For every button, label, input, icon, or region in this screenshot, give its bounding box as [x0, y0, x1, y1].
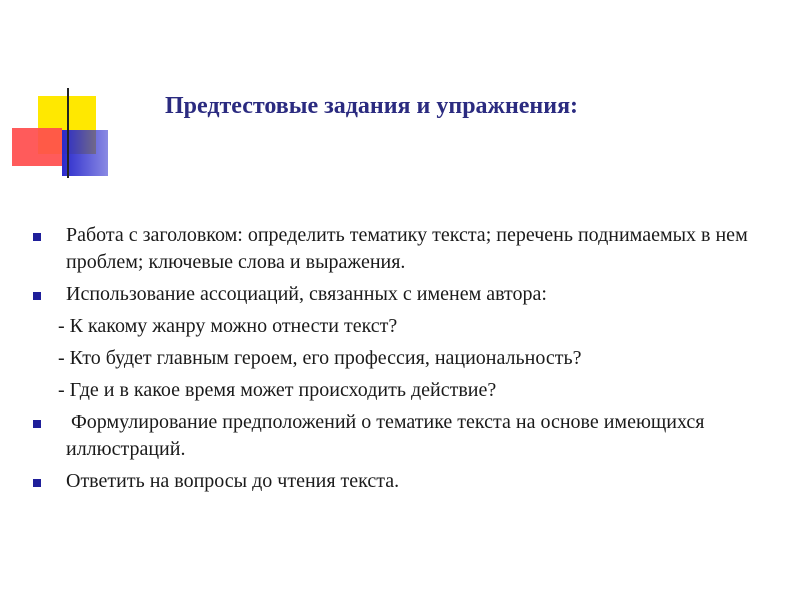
list-item-text: Формулирование предположений о тематике текста на основе имеющихся иллюстраций. [66, 411, 710, 460]
sub-item: - К какому жанру можно отнести текст? [58, 315, 398, 337]
slide-title: Предтестовые задания и упражнения: [165, 93, 579, 119]
square-bullet-icon [33, 292, 41, 300]
red-square [12, 128, 62, 166]
list-item [30, 468, 790, 495]
list-item [30, 409, 790, 463]
list-item-text: Ответить на вопросы до чтения текста. [66, 470, 400, 492]
square-bullet-icon [33, 233, 41, 241]
square-bullet-icon [33, 420, 41, 428]
sub-item: - Кто будет главным героем, его профессия, национальность? [58, 347, 582, 369]
list-item-text: Работа с заголовком: определить тематику текста; перечень поднимаемых в нем проблем; ключевые слова и выражения. [66, 224, 748, 273]
slide-content [30, 222, 790, 495]
square-bullet-icon [33, 479, 41, 487]
sub-item: - Где и в какое время может происходить действие? [58, 379, 497, 401]
list-item [30, 281, 790, 308]
list-item [30, 222, 790, 276]
list-item-text: Использование ассоциаций, связанных с именем автора: [66, 283, 547, 305]
